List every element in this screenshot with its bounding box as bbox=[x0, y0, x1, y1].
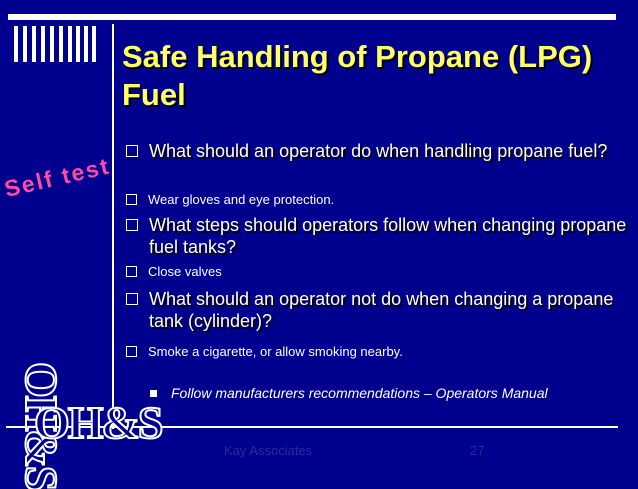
question-item-1 bbox=[126, 140, 609, 162]
bar-5 bbox=[50, 26, 54, 62]
decorative-bars bbox=[14, 26, 114, 66]
bar-10 bbox=[92, 26, 96, 62]
slide-title: Safe Handling of Propane (LPG) Fuel bbox=[122, 39, 593, 112]
answer-item-2 bbox=[126, 264, 222, 280]
checkbox-bullet-icon bbox=[126, 219, 138, 231]
checkbox-bullet-icon bbox=[126, 145, 138, 157]
top-border-line bbox=[8, 14, 616, 20]
bar-2 bbox=[23, 26, 27, 62]
bar-1 bbox=[14, 26, 18, 62]
self-test-label: Self test bbox=[1, 152, 113, 203]
bar-3 bbox=[32, 26, 36, 62]
checkbox-bullet-icon bbox=[126, 266, 137, 277]
footer-page-number: 27 bbox=[470, 443, 485, 458]
question-text: What steps should operators follow when changing propane fuel tanks? bbox=[149, 215, 627, 257]
checkbox-bullet-icon bbox=[126, 346, 137, 357]
bar-8 bbox=[76, 26, 80, 62]
bar-6 bbox=[59, 26, 63, 62]
question-text: What should an operator not do when changing a propane tank (cylinder)? bbox=[149, 289, 614, 331]
checkbox-bullet-icon bbox=[126, 194, 137, 205]
left-vertical-rule bbox=[112, 24, 114, 429]
checkbox-bullet-icon bbox=[126, 293, 138, 305]
answer-text: Smoke a cigarette, or allow smoking nearby. bbox=[148, 344, 403, 359]
bar-7 bbox=[68, 26, 72, 62]
answer-item-1 bbox=[126, 192, 334, 208]
answer-item-3 bbox=[126, 344, 403, 360]
sub-bullet-text: Follow manufacturers recommendations – Operators Manual bbox=[171, 385, 548, 401]
bar-4 bbox=[41, 26, 45, 62]
ohs-logo-vertical: OH&S bbox=[16, 362, 67, 489]
sub-bullet-item bbox=[150, 385, 548, 401]
ohs-logo-horizontal: OH&S bbox=[34, 397, 162, 448]
question-text: What should an operator do when handling propane fuel? bbox=[149, 141, 608, 161]
question-item-2 bbox=[126, 214, 629, 258]
footer-author: Kay Associates bbox=[224, 443, 313, 458]
question-item-3 bbox=[126, 288, 629, 332]
answer-text: Close valves bbox=[148, 264, 222, 279]
answer-text: Wear gloves and eye protection. bbox=[148, 192, 335, 207]
bar-9 bbox=[84, 26, 88, 62]
square-bullet-icon bbox=[150, 390, 157, 397]
